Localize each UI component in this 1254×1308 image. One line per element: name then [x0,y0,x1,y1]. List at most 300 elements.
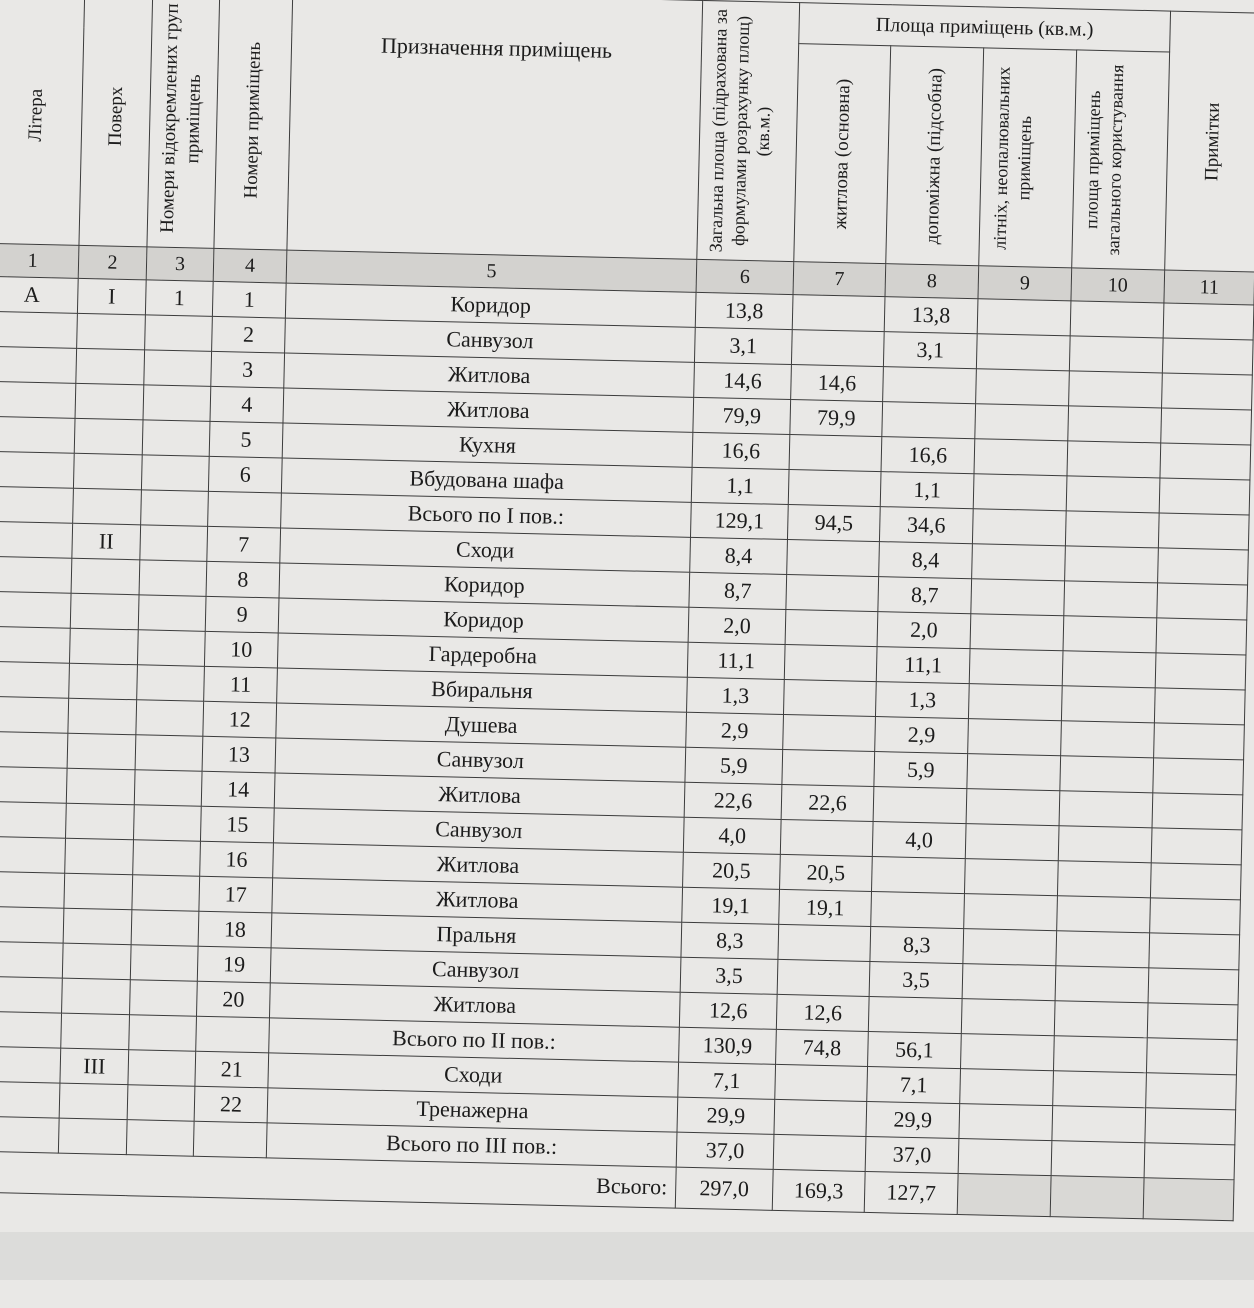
header-summer: літніх, неопалювальних приміщень [979,48,1077,268]
cell-notes [1156,618,1247,655]
header-area-group: Площа приміщень (кв.м.) [799,3,1171,53]
cell-living-area [787,540,880,577]
cell-floor [66,768,135,805]
cell-litera [0,416,75,453]
cell-summer-area [975,404,1069,441]
col-number: 2 [78,245,147,280]
header-room-numbers: Номери приміщень [214,0,293,250]
cell-room-number: 6 [208,456,282,493]
cell-room-purpose: Житлова [274,773,685,817]
cell-litera [0,1081,60,1118]
cell-group [145,315,213,352]
cell-floor [62,943,131,980]
cell-notes [1157,583,1248,620]
cell-total-area: 8,7 [689,572,787,609]
cell-litera [0,311,77,348]
cell-floor [58,1118,127,1155]
cell-floor [61,1013,130,1050]
cell-common-area [1052,1106,1146,1143]
cell-room-purpose: Житлова [284,353,695,397]
cell-litera [0,451,74,488]
cell-room-number: 19 [197,946,271,983]
cell-room-purpose: Санвузол [273,808,684,852]
cell-room-purpose: Всього по ІІІ пов.: [266,1123,677,1167]
cell-common-area [1053,1036,1147,1073]
cell-litera [0,906,64,943]
cell-room-purpose: Санвузол [270,948,681,992]
cell-room-number [193,1121,267,1158]
cell-summer-area [966,789,1060,826]
cell-room-number: 5 [209,421,283,458]
grand-total-living: 169,3 [772,1169,865,1212]
cell-living-area [778,924,871,961]
cell-group [128,1050,196,1087]
cell-notes [1160,443,1251,480]
cell-summer-area [964,894,1058,931]
cell-common-area [1063,616,1157,653]
cell-notes [1149,933,1240,970]
cell-living-area [773,1134,866,1171]
col-number: 3 [146,247,214,282]
cell-room-purpose: Душева [276,703,687,747]
cell-room-purpose: Кухня [282,423,693,467]
cell-floor: III [60,1048,129,1085]
cell-floor: II [72,523,141,560]
cell-room-number: 13 [202,736,276,773]
header-total-area: Загальна площа (підрахована за формулами розрахунку площ) (кв.м.) [697,0,800,261]
cell-litera [0,836,66,873]
cell-summer-area [970,614,1064,651]
header-floor: Поверх [79,0,153,247]
cell-group [127,1085,195,1122]
cell-room-number: 16 [200,841,274,878]
cell-room-purpose: Сходи [280,528,691,572]
cell-room-number: 20 [196,981,270,1018]
cell-summer-area [963,929,1057,966]
cell-group [129,1015,197,1052]
cell-living-area [777,959,870,996]
cell-common-area [1065,511,1159,548]
header-auxiliary: допоміжна (підсобна) [886,46,984,266]
cell-notes [1153,758,1244,795]
cell-notes [1154,723,1245,760]
cell-floor [77,313,146,350]
cell-group [141,455,209,492]
cell-total-area: 8,3 [681,922,779,959]
cell-living-area [775,1064,868,1101]
cell-common-area [1060,756,1154,793]
cell-common-area [1061,721,1155,758]
cell-aux-area: 37,0 [865,1136,959,1173]
cell-group [136,700,204,737]
col-number: 1 [0,243,79,278]
cell-living-area: 12,6 [776,994,869,1031]
cell-aux-area: 3,5 [869,961,963,998]
cell-room-purpose: Гардеробна [277,633,688,677]
cell-litera [0,486,73,523]
cell-living-area [780,819,873,856]
cell-summer-area [968,719,1062,756]
header-common: площа приміщень загального користування [1072,50,1170,270]
cell-summer-area [976,369,1070,406]
cell-summer-area [962,964,1056,1001]
cell-litera [0,661,69,698]
cell-summer-area [977,299,1071,336]
cell-summer-area [972,509,1066,546]
cell-living-area [783,714,876,751]
cell-room-purpose: Вбиральня [277,668,688,712]
cell-living-area [785,609,878,646]
cell-aux-area: 3,1 [883,332,977,369]
header-living: житлова (основна) [794,44,891,264]
cell-litera [0,766,67,803]
cell-litera [0,346,77,383]
cell-total-area: 8,4 [690,537,788,574]
cell-room-purpose: Сходи [268,1053,679,1097]
cell-living-area [774,1099,867,1136]
cell-floor [65,838,134,875]
cell-room-number [208,491,282,528]
cell-summer-area [969,649,1063,686]
cell-living-area [789,435,882,472]
cell-room-number: 3 [211,351,285,388]
cell-total-area: 2,9 [686,712,784,749]
cell-room-purpose: Санвузол [285,318,696,362]
cell-summer-area [958,1139,1052,1176]
cell-total-area: 19,1 [682,887,780,924]
cell-aux-area: 1,3 [875,682,969,719]
cell-total-area: 1,3 [687,677,785,714]
cell-floor [69,663,138,700]
cell-room-purpose: Житлова [272,878,683,922]
cell-group [139,560,207,597]
grand-total-aux: 127,7 [864,1171,958,1214]
cell-floor [70,593,139,630]
cell-notes [1163,303,1254,340]
cell-room-purpose: Коридор [278,598,689,642]
cell-total-area: 2,0 [688,607,786,644]
cell-summer-area [974,439,1068,476]
cell-notes [1147,1003,1238,1040]
col-number: 10 [1071,268,1165,303]
col-number: 8 [885,264,979,299]
cell-room-purpose: Всього по ІІ пов.: [269,1018,680,1062]
cell-living-area: 22,6 [781,784,874,821]
cell-common-area [1067,441,1161,478]
cell-group [133,840,201,877]
cell-floor [74,418,143,455]
cell-aux-area: 16,6 [881,437,975,474]
cell-notes [1150,898,1241,935]
cell-summer-area [972,544,1066,581]
cell-notes [1145,1108,1236,1145]
cell-group [142,420,210,457]
grand-total-common [1050,1176,1144,1219]
cell-litera [0,1046,61,1083]
cell-total-area: 37,0 [676,1132,774,1169]
cell-aux-area: 29,9 [866,1101,960,1138]
cell-aux-area: 5,9 [874,752,968,789]
cell-notes [1146,1038,1237,1075]
cell-total-area: 3,1 [694,327,792,364]
cell-floor [68,698,137,735]
cell-notes [1158,548,1249,585]
cell-floor [71,558,140,595]
cell-total-area: 29,9 [677,1097,775,1134]
cell-aux-area [868,996,962,1033]
cell-summer-area [961,1034,1055,1071]
col-number: 4 [213,248,287,283]
col-number: 9 [978,266,1072,301]
cell-litera [0,941,63,978]
cell-living-area [782,749,875,786]
cell-living-area [791,330,884,367]
cell-living-area: 19,1 [779,889,872,926]
cell-aux-area: 4,0 [872,822,966,859]
cell-aux-area: 11,1 [876,647,970,684]
cell-living-area [783,679,876,716]
cell-room-number: 15 [200,806,274,843]
cell-litera [0,731,68,768]
cell-total-area: 1,1 [691,467,789,504]
header-purpose: Призначення приміщень [287,0,703,259]
cell-litera: А [0,276,78,313]
cell-group [130,980,198,1017]
cell-litera [0,801,66,838]
cell-litera [0,1011,62,1048]
cell-litera [0,871,65,908]
cell-litera [0,1116,59,1153]
cell-group [132,875,200,912]
cell-room-number: 1 [212,281,286,318]
cell-aux-area: 1,1 [880,472,974,509]
header-groups: Номери відокремлених груп приміщень [147,0,220,248]
cell-room-purpose: Житлова [273,843,684,887]
cell-group [138,595,206,632]
cell-living-area: 79,9 [790,400,883,437]
cell-room-number: 4 [210,386,284,423]
cell-floor: I [77,278,146,315]
cell-room-purpose: Коридор [279,563,690,607]
cell-total-area: 7,1 [678,1062,776,1099]
cell-living-area: 94,5 [787,505,880,542]
cell-room-purpose: Всього по І пов.: [281,493,692,537]
cell-notes [1148,968,1239,1005]
cell-summer-area [964,859,1058,896]
cell-total-area: 129,1 [690,502,788,539]
cell-notes [1159,478,1250,515]
cell-common-area [1051,1141,1145,1178]
cell-room-purpose: Тренажерна [267,1088,678,1132]
cell-living-area [784,644,877,681]
cell-notes [1158,513,1249,550]
cell-aux-area: 8,3 [870,926,964,963]
cell-summer-area [973,474,1067,511]
cell-room-number: 11 [204,666,278,703]
cell-summer-area [960,1069,1054,1106]
cell-room-number: 22 [194,1086,268,1123]
cell-summer-area [961,999,1055,1036]
cell-common-area [1055,966,1149,1003]
cell-common-area [1058,826,1152,863]
cell-aux-area [883,367,977,404]
cell-summer-area [965,824,1059,861]
cell-common-area [1053,1071,1147,1108]
cell-aux-area: 8,7 [878,577,972,614]
header-litera: Літера [0,0,85,245]
cell-notes [1150,863,1241,900]
cell-room-number: 18 [198,911,272,948]
cell-room-number [196,1016,270,1053]
cell-room-purpose: Вбудована шафа [281,458,692,502]
cell-total-area: 4,0 [683,817,781,854]
cell-total-area: 22,6 [684,782,782,819]
cell-notes [1152,793,1243,830]
cell-group [141,490,209,527]
cell-floor [73,453,142,490]
cell-total-area: 5,9 [685,747,783,784]
cell-group [126,1120,194,1157]
cell-aux-area: 34,6 [879,507,973,544]
cell-notes [1151,828,1242,865]
grand-total-notes [1143,1178,1234,1221]
cell-common-area [1057,896,1151,933]
cell-litera [0,591,71,628]
cell-summer-area [971,579,1065,616]
cell-litera [0,976,62,1013]
cell-notes [1154,688,1245,725]
cell-floor [75,383,144,420]
grand-total-summer [957,1174,1051,1217]
cell-common-area [1069,371,1163,408]
cell-floor [63,908,132,945]
cell-living-area [786,574,879,611]
cell-floor [67,733,136,770]
cell-common-area [1057,861,1151,898]
col-number: 5 [286,250,697,292]
cell-common-area [1059,791,1153,828]
cell-room-number: 12 [203,701,277,738]
cell-common-area [1066,476,1160,513]
cell-group [143,385,211,422]
cell-common-area [1054,1001,1148,1038]
cell-room-number: 17 [199,876,273,913]
cell-notes [1162,373,1253,410]
cell-total-area: 11,1 [687,642,785,679]
cell-group [133,805,201,842]
cell-group [137,665,205,702]
cell-common-area [1070,301,1164,338]
cell-total-area: 13,8 [695,292,793,329]
cell-room-number: 7 [207,526,281,563]
cell-notes [1155,653,1246,690]
cell-common-area [1056,931,1150,968]
cell-notes [1161,408,1252,445]
cell-common-area [1061,686,1155,723]
grand-total-area: 297,0 [675,1167,773,1210]
cell-group [137,630,205,667]
cell-living-area [792,295,885,332]
cell-summer-area [959,1104,1053,1141]
cell-total-area: 130,9 [679,1027,777,1064]
col-number: 6 [696,259,794,294]
cell-litera [0,556,72,593]
cell-room-purpose: Санвузол [275,738,686,782]
cell-floor [73,488,142,525]
cell-room-number: 10 [204,631,278,668]
cell-aux-area: 2,9 [875,717,969,754]
cell-total-area: 12,6 [679,992,777,1029]
cell-group [135,735,203,772]
grand-total-label: Всього: [0,1151,676,1208]
cell-group: 1 [145,280,213,317]
cell-floor [64,873,133,910]
page-margin-shadow [0,1232,1254,1280]
cell-common-area [1069,336,1163,373]
cell-living-area: 20,5 [780,854,873,891]
cell-total-area: 14,6 [694,362,792,399]
cell-floor [69,628,138,665]
cell-summer-area [967,754,1061,791]
cell-summer-area [968,684,1062,721]
cell-notes [1146,1073,1237,1110]
cell-aux-area: 56,1 [868,1031,962,1068]
cell-total-area: 79,9 [693,397,791,434]
cell-aux-area: 8,4 [879,542,973,579]
cell-common-area [1068,406,1162,443]
cell-group [144,350,212,387]
cell-room-purpose: Пральня [271,913,682,957]
cell-litera [0,696,69,733]
header-notes: Примітки [1165,11,1254,272]
cell-floor [62,978,131,1015]
cell-group [130,945,198,982]
cell-aux-area [871,892,965,929]
cell-room-purpose: Коридор [285,283,696,327]
cell-floor [59,1083,128,1120]
cell-aux-area: 13,8 [884,297,978,334]
cell-room-purpose: Житлова [269,983,680,1027]
cell-floor [76,348,145,385]
col-number: 11 [1164,270,1254,305]
col-number: 7 [793,262,886,297]
cell-room-number: 9 [205,596,279,633]
cell-common-area [1065,546,1159,583]
cell-total-area: 20,5 [683,852,781,889]
cell-living-area: 74,8 [776,1029,869,1066]
cell-litera [0,626,70,663]
cell-notes [1144,1143,1235,1180]
cell-floor [66,803,135,840]
cell-summer-area [976,334,1070,371]
cell-total-area: 16,6 [692,432,790,469]
cell-aux-area: 7,1 [867,1066,961,1103]
cell-group [134,770,202,807]
cell-aux-area [873,787,967,824]
cell-aux-area [882,402,976,439]
cell-room-number: 21 [195,1051,269,1088]
cell-living-area: 14,6 [791,365,884,402]
cell-group [140,525,208,562]
cell-room-number: 8 [206,561,280,598]
cell-room-purpose: Житлова [283,388,694,432]
cell-total-area: 3,5 [680,957,778,994]
cell-living-area [788,470,881,507]
cell-notes [1162,338,1253,375]
cell-litera [0,521,73,558]
cell-litera [0,381,76,418]
cell-group [131,910,199,947]
